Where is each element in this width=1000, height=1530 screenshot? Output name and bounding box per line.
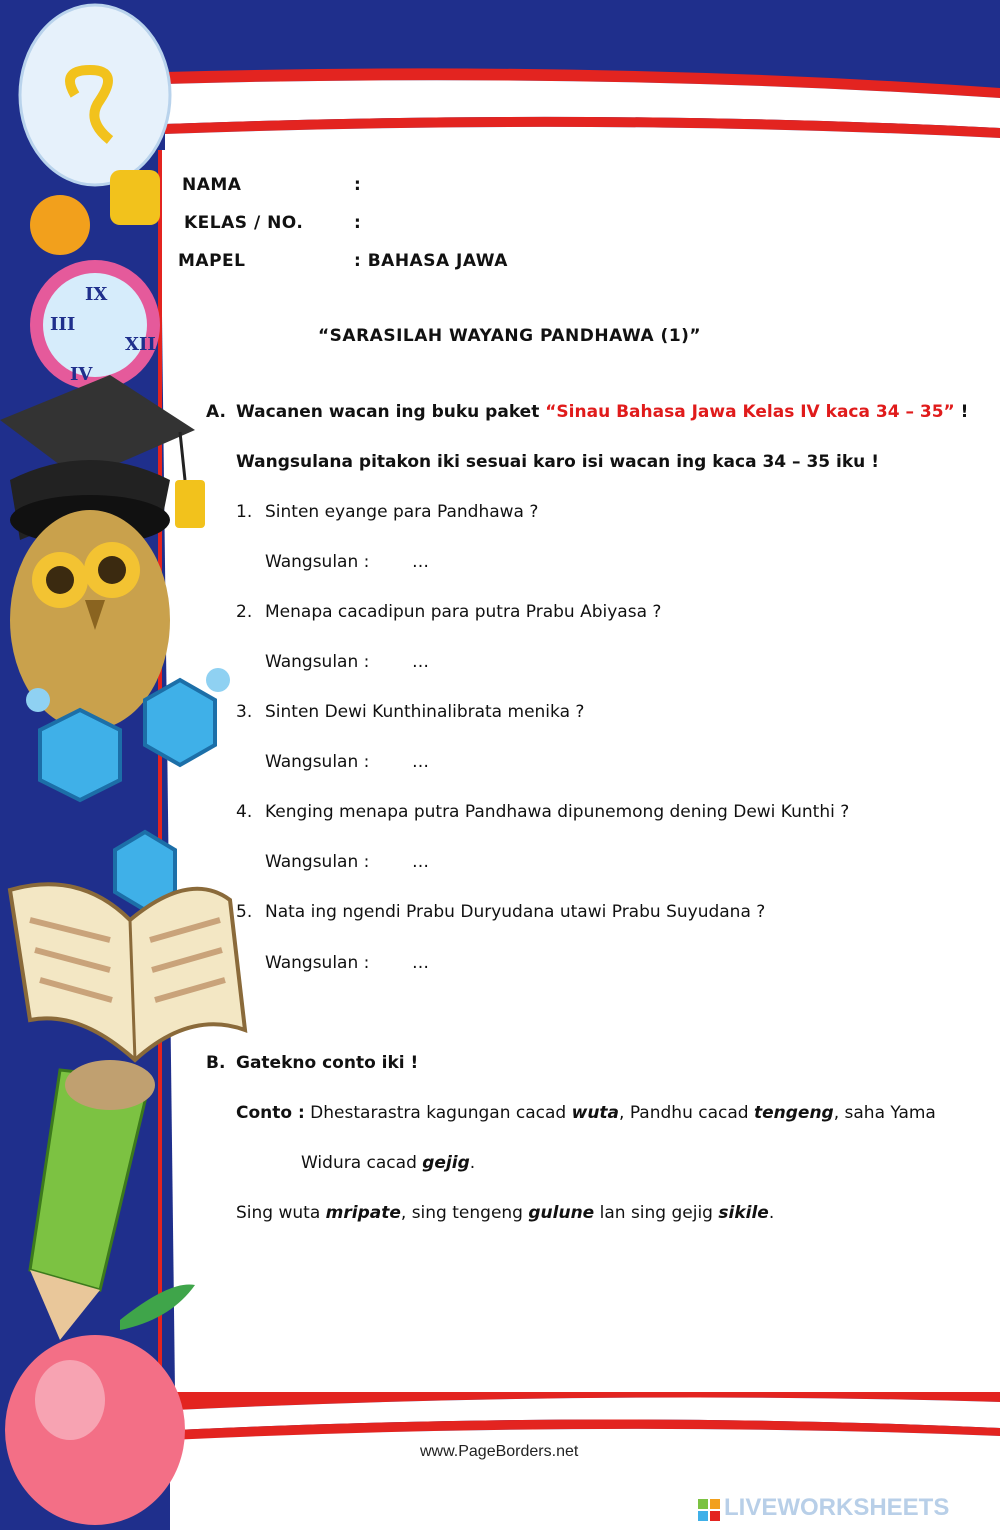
answer-label: Wangsulan : [265, 552, 370, 572]
section-a-intro-prefix: Wacanen wacan ing buku paket [236, 402, 546, 422]
svg-text:IX: IX [85, 284, 108, 305]
section-a-instruction: Wangsulana pitakon iki sesuai karo isi wacan ing kaca 34 – 35 iku ! [236, 452, 879, 472]
question-number: 5. [236, 902, 253, 922]
question-number: 1. [236, 502, 253, 522]
emphasis-word: gulune [528, 1203, 595, 1223]
emphasis-word: gejig [422, 1153, 470, 1173]
section-a-book-title: “Sinau Bahasa Jawa Kelas IV kaca 34 – 35” [545, 402, 955, 422]
mapel-label: MAPEL [178, 251, 246, 271]
conto-text: Dhestarastra kagungan cacad [304, 1103, 572, 1123]
nama-colon: : [354, 175, 362, 195]
question-text: Sinten Dewi Kunthinalibrata menika ? [265, 702, 585, 722]
question-number: 2. [236, 602, 253, 622]
conto-text: . [469, 1153, 476, 1173]
conto-line-3 [236, 1203, 774, 1223]
conto-line-1 [236, 1103, 936, 1123]
conto-text: Widura cacad [301, 1153, 423, 1173]
answer-field[interactable]: … [412, 852, 429, 872]
question-number: 4. [236, 802, 253, 822]
conto-text: . [768, 1203, 775, 1223]
section-b-heading: Gatekno conto iki ! [236, 1053, 419, 1073]
footer-url: www.PageBorders.net [420, 1443, 579, 1460]
emphasis-word: sikile [718, 1203, 769, 1223]
emphasis-word: mripate [325, 1203, 401, 1223]
answer-label: Wangsulan : [265, 953, 370, 973]
conto-text: Sing wuta [236, 1203, 326, 1223]
answer-field[interactable]: … [412, 953, 429, 973]
question-number: 3. [236, 702, 253, 722]
svg-text:IV: IV [70, 364, 93, 385]
page-title: “SARASILAH WAYANG PANDHAWA (1)” [318, 326, 702, 346]
answer-label: Wangsulan : [265, 652, 370, 672]
svg-text:III: III [50, 314, 76, 335]
conto-line-2 [301, 1153, 475, 1173]
conto-text: , sing tengeng [400, 1203, 529, 1223]
section-b-letter: B. [206, 1053, 226, 1073]
section-a-intro-suffix: ! [954, 402, 969, 422]
conto-text: , saha Yama [833, 1103, 936, 1123]
question-text: Sinten eyange para Pandhawa ? [265, 502, 539, 522]
answer-label: Wangsulan : [265, 752, 370, 772]
question-text: Nata ing ngendi Prabu Duryudana utawi Prabu Suyudana ? [265, 902, 766, 922]
conto-text: lan sing gejig [594, 1203, 719, 1223]
section-a-intro [236, 402, 968, 422]
nama-label: NAMA [182, 175, 242, 195]
emphasis-word: tengeng [753, 1103, 834, 1123]
question-text: Kenging menapa putra Pandhawa dipunemong dening Dewi Kunthi ? [265, 802, 850, 822]
conto-text: , Pandhu cacad [619, 1103, 754, 1123]
kelas-colon: : [354, 213, 362, 233]
question-text: Menapa cacadipun para putra Prabu Abiyasa ? [265, 602, 662, 622]
answer-field[interactable]: … [412, 652, 429, 672]
answer-field[interactable]: … [412, 752, 429, 772]
kelas-label: KELAS / NO. [184, 213, 304, 233]
answer-field[interactable]: … [412, 552, 429, 572]
section-a-letter: A. [206, 402, 226, 422]
answer-label: Wangsulan : [265, 852, 370, 872]
svg-text:XII: XII [125, 334, 156, 355]
mapel-value: : BAHASA JAWA [354, 251, 508, 271]
conto-label: Conto : [236, 1103, 305, 1123]
liveworksheets-brand: LIVEWORKSHEETS [724, 1494, 950, 1521]
emphasis-word: wuta [571, 1103, 620, 1123]
